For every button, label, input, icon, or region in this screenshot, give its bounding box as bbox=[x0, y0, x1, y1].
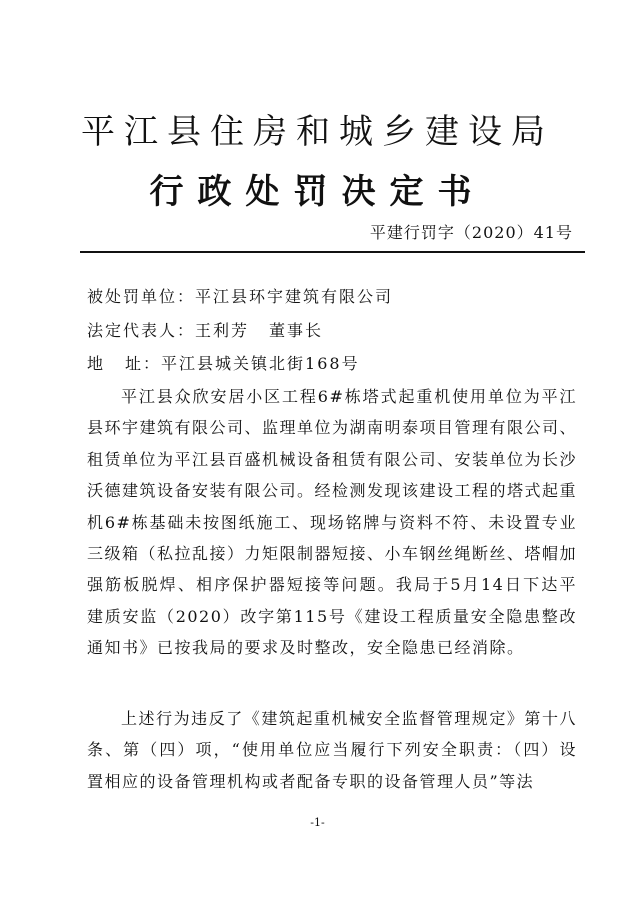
body-paragraph-2: 上述行为违反了《建筑起重机械安全监督管理规定》第十八条、第（四）项，“使用单位应当履行下列安全职责：（四）设置相应的设备管理机构或者配备专职的设备管理人员”等法 bbox=[87, 709, 577, 791]
header-divider bbox=[80, 251, 585, 253]
penalized-unit-line bbox=[87, 284, 393, 307]
legal-representative-title: 董事长 bbox=[269, 321, 324, 340]
address-label-part1: 地 bbox=[87, 354, 106, 373]
legal-representative-name: 王利芳 bbox=[195, 321, 250, 340]
legal-representative-label: 法定代表人： bbox=[87, 321, 196, 340]
legal-representative-line bbox=[87, 318, 323, 341]
body-paragraph-1: 平江县众欣安居小区工程6#栋塔式起重机使用单位为平江县环宇建筑有限公司、监理单位为湖南明泰项目管理有限公司、租赁单位为平江县百盛机械设备租赁有限公司、安装单位为长沙沃德建筑设备安装有限公司。经检测发现该建设工程的塔式起重机6#栋基础未按图纸施工、现场铭牌与资料不符、未设置专业三级箱（私拉乱接）力矩限制器短接、小车钢丝绳断丝、塔帽加强筋板脱焊、相序保护器短接等问题。我局于5月14日下达平建质安监（2020）改字第115号《建设工程质量安全隐患整改通知书》已按我局的要求及时整改，安全隐患已经消除。 bbox=[87, 387, 578, 658]
address-label-part2: 址： bbox=[125, 354, 162, 373]
address-value: 平江县城关镇北街168号 bbox=[161, 354, 360, 373]
issuing-organization: 平江县住房和城乡建设局 bbox=[81, 112, 554, 152]
penalized-unit-label: 被处罚单位： bbox=[87, 287, 196, 306]
document-title: 行政处罚决定书 bbox=[149, 172, 486, 212]
penalized-unit-value: 平江县环宇建筑有限公司 bbox=[195, 287, 394, 306]
document-number: 平建行罚字（2020）41号 bbox=[369, 223, 573, 242]
address-line bbox=[87, 351, 360, 374]
page-number: -1- bbox=[310, 816, 325, 829]
